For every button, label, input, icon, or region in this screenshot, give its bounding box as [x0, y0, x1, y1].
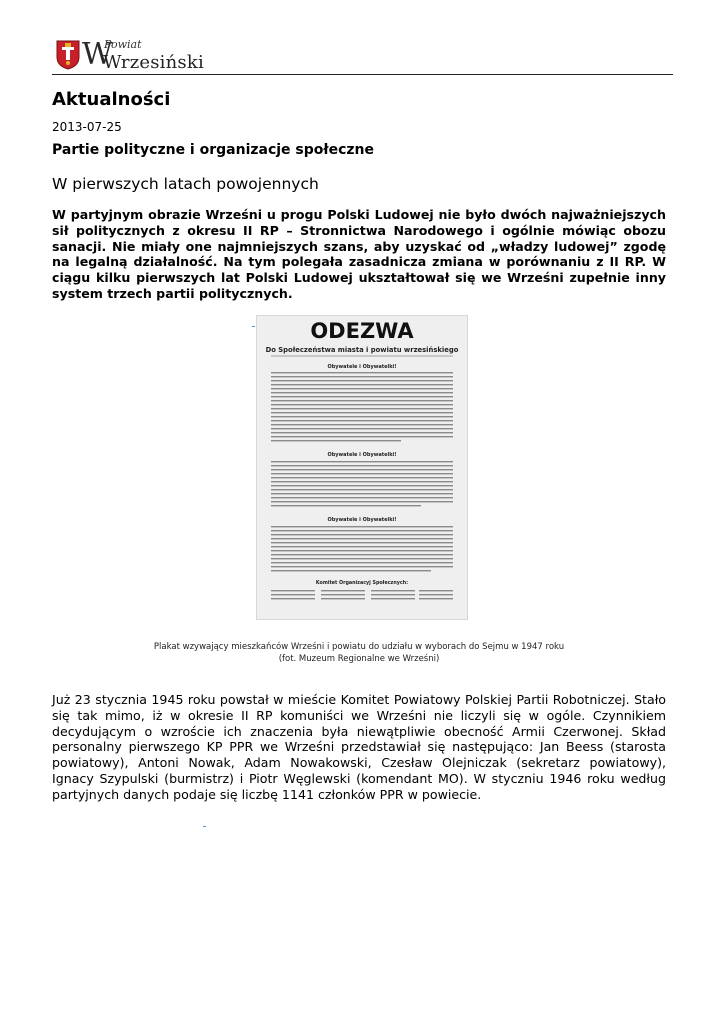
section-title: Aktualności [52, 89, 171, 110]
article-lead: W partyjnym obrazie Wrześni u progu Polski Ludowej nie było dwóch najważniejszych sił politycznych z okresu II RP – Stronnictwa Narodowego i ogólnie mówiąc obozu sanacji. Nie miały one najmniejszych szans, aby uzyskać od „władzy ludowej” zgodę na legalną działalność. Na tym polegała zasadnicza zmiana w porównaniu z II RP. W ciągu kilku pierwszych lat Polski Ludowej ukształtował się we Wrześni zupełnie inny system trzech partii politycznych. [52, 207, 666, 301]
poster-subtitle: Do Społeczeństwa miasta i powiatu wrzesińskiego [265, 346, 459, 354]
logo-wordmark [82, 37, 204, 74]
poster-footer: Komitet Organizacyj Społecznych: [315, 581, 409, 586]
poster-heading-1: Obywatele i Obywatelki! [327, 364, 397, 370]
coat-of-arms-icon [56, 40, 80, 70]
logo-text-top: Powiat [104, 38, 142, 51]
poster-graphic [257, 316, 467, 619]
poster-image[interactable] [256, 315, 468, 620]
caption-line-2: (fot. Muzeum Regionalne we Wrześni) [278, 654, 440, 664]
article-body: Już 23 stycznia 1945 roku powstał w mieście Komitet Powiatowy Polskiej Partii Robotniczej. Stało się tak mimo, iż w okresie II RP komuniści we Wrześni nie liczyli się w ogóle. Czynnikiem decydującym o wzroście ich znaczenia była niewątpliwie obecność Armii Czerwonej. Skład personalny pierwszego KP PPR we Wrześni przedstawiał się następująco: Jan Beess (starosta powiatowy), Antoni Nowak, Adam Nowakowski, Czesław Olejniczak (sekretarz powiatowy), Ignacy Szypulski (burmistrz) i Piotr Węglewski (komendant MO). W styczniu 1946 roku według partyjnych danych podaje się liczbę 1141 członków PPR w powiecie. [52, 692, 666, 802]
image-caption [52, 641, 666, 665]
site-header [52, 34, 673, 76]
poster-heading-3: Obywatele i Obywatelki! [327, 517, 397, 523]
logo-initial: W [82, 37, 113, 72]
article-subtitle: W pierwszych latach powojennych [52, 175, 319, 193]
poster-heading-2: Obywatele i Obywatelki! [327, 452, 397, 458]
logo-text-main: Wrzesiński [103, 52, 204, 73]
image-link-marker-2[interactable] [203, 826, 206, 827]
poster-title: ODEZWA [310, 319, 414, 343]
caption-line-1: Plakat wzywający mieszkańców Wrześni i powiatu do udziału w wyborach do Sejmu w 1947 roku [153, 642, 565, 652]
header-divider [52, 74, 673, 75]
article-date: 2013-07-25 [52, 120, 122, 134]
site-logo[interactable] [56, 34, 204, 74]
article-title: Partie polityczne i organizacje społeczne [52, 142, 374, 158]
image-link-marker[interactable] [252, 326, 255, 327]
